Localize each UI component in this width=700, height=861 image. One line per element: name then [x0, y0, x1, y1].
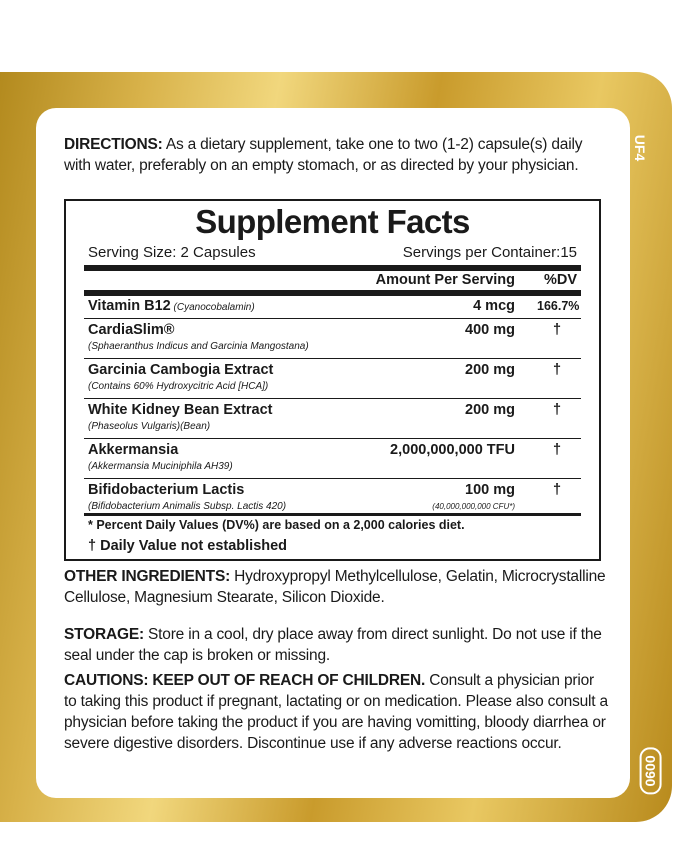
- ingredient-row: [84, 360, 581, 398]
- ingredient-name: Garcinia Cambogia Extract: [88, 362, 274, 378]
- ingredient-subtext: (Akkermansia Muciniphila AH39): [88, 461, 233, 472]
- divider-thin: [84, 358, 581, 359]
- ingredient-name: Vitamin B12: [88, 298, 171, 314]
- ingredient-amount: 200 mg: [465, 362, 515, 378]
- cautions-text: [64, 670, 610, 754]
- ingredient-inline-sub: (Cyanocobalamin): [170, 302, 255, 313]
- ingredient-subtext: (Bifidobacterium Animalis Subsp. Lactis 420): [88, 501, 287, 512]
- ingredient-dv: †: [552, 362, 562, 378]
- ingredient-row: [84, 296, 581, 318]
- dv-footnote: * Percent Daily Values (DV%) are based on a 2,000 calories diet.: [88, 518, 465, 532]
- divider-thick: [84, 265, 581, 271]
- other-ingredients-label: OTHER INGREDIENTS:: [64, 568, 231, 585]
- supplement-facts-panel: [64, 199, 601, 561]
- ingredient-row: [84, 480, 581, 514]
- ingredient-name: White Kidney Bean Extract: [88, 402, 273, 418]
- ingredient-name: Akkermansia: [88, 442, 179, 458]
- facts-title: Supplement Facts: [195, 203, 470, 240]
- ingredient-amount: 4 mcg: [473, 298, 515, 314]
- ingredient-subtext: (Contains 60% Hydroxycitric Acid [HCA]): [88, 381, 269, 392]
- amount-header: Amount Per Serving: [375, 272, 515, 288]
- ingredient-name: Bifidobacterium Lactis: [88, 482, 245, 498]
- ingredient-subtext: (Phaseolus Vulgaris)(Bean): [88, 421, 211, 432]
- storage-label: STORAGE:: [64, 626, 144, 643]
- ingredient-amount: 100 mg: [465, 482, 515, 498]
- ingredient-dv: †: [552, 482, 562, 498]
- batch-code-bottom: 0090: [640, 747, 662, 794]
- divider-thin: [84, 318, 581, 319]
- ingredient-dv: 166.7%: [537, 299, 580, 313]
- storage-body: Store in a cool, dry place away from direct sunlight. Do not use if the seal under the cap is broken or missing.: [64, 626, 602, 664]
- ingredient-dv: †: [552, 322, 562, 338]
- cautions-body: Consult a physician prior to taking this product if pregnant, lactating or on medication. Please also consult a physician before taking the product if you are having vomitting, bloody diarrhea or severe digestive disorders. Discontinue use if any adverse reactions occur.: [64, 672, 608, 752]
- storage-text: [64, 624, 610, 666]
- ingredient-dv: †: [552, 402, 562, 418]
- other-ingredients-body: Hydroxypropyl Methylcellulose, Gelatin, Microcrystalline Cellulose, Magnesium Stearate, Silicon Dioxide.: [64, 568, 606, 606]
- directions-label: DIRECTIONS:: [64, 136, 163, 153]
- servings-per-container: Servings per Container:15: [402, 244, 577, 261]
- directions-text: [64, 134, 610, 176]
- divider-thin: [84, 478, 581, 479]
- divider-thin: [84, 438, 581, 439]
- divider-thin: [84, 398, 581, 399]
- ingredient-name: CardiaSlim®: [88, 322, 175, 338]
- cautions-label: CAUTIONS: KEEP OUT OF REACH OF CHILDREN.: [64, 672, 426, 689]
- dv-header: %DV: [543, 272, 577, 288]
- other-ingredients-text: [64, 566, 610, 608]
- ingredient-row: [84, 320, 581, 358]
- batch-code-top: UF4: [632, 134, 649, 162]
- ingredient-amount: 2,000,000,000 TFU: [390, 442, 515, 458]
- ingredient-amount: 200 mg: [465, 402, 515, 418]
- ingredient-row: [84, 440, 581, 478]
- dagger-footnote: † Daily Value not established: [88, 538, 288, 554]
- divider-thick: [84, 513, 581, 516]
- ingredient-amount: 400 mg: [465, 322, 515, 338]
- ingredient-dv: †: [552, 442, 562, 458]
- ingredient-row: [84, 400, 581, 438]
- directions-body: As a dietary supplement, take one to two (1-2) capsule(s) daily with water, preferably on an empty stomach, or as directed by your physician.: [64, 136, 583, 174]
- ingredient-amount-subtext: (40,000,000,000 CFU*): [432, 502, 515, 511]
- ingredient-subtext: (Sphaeranthus Indicus and Garcinia Mangostana): [88, 341, 309, 352]
- serving-size: Serving Size: 2 Capsules: [88, 244, 256, 261]
